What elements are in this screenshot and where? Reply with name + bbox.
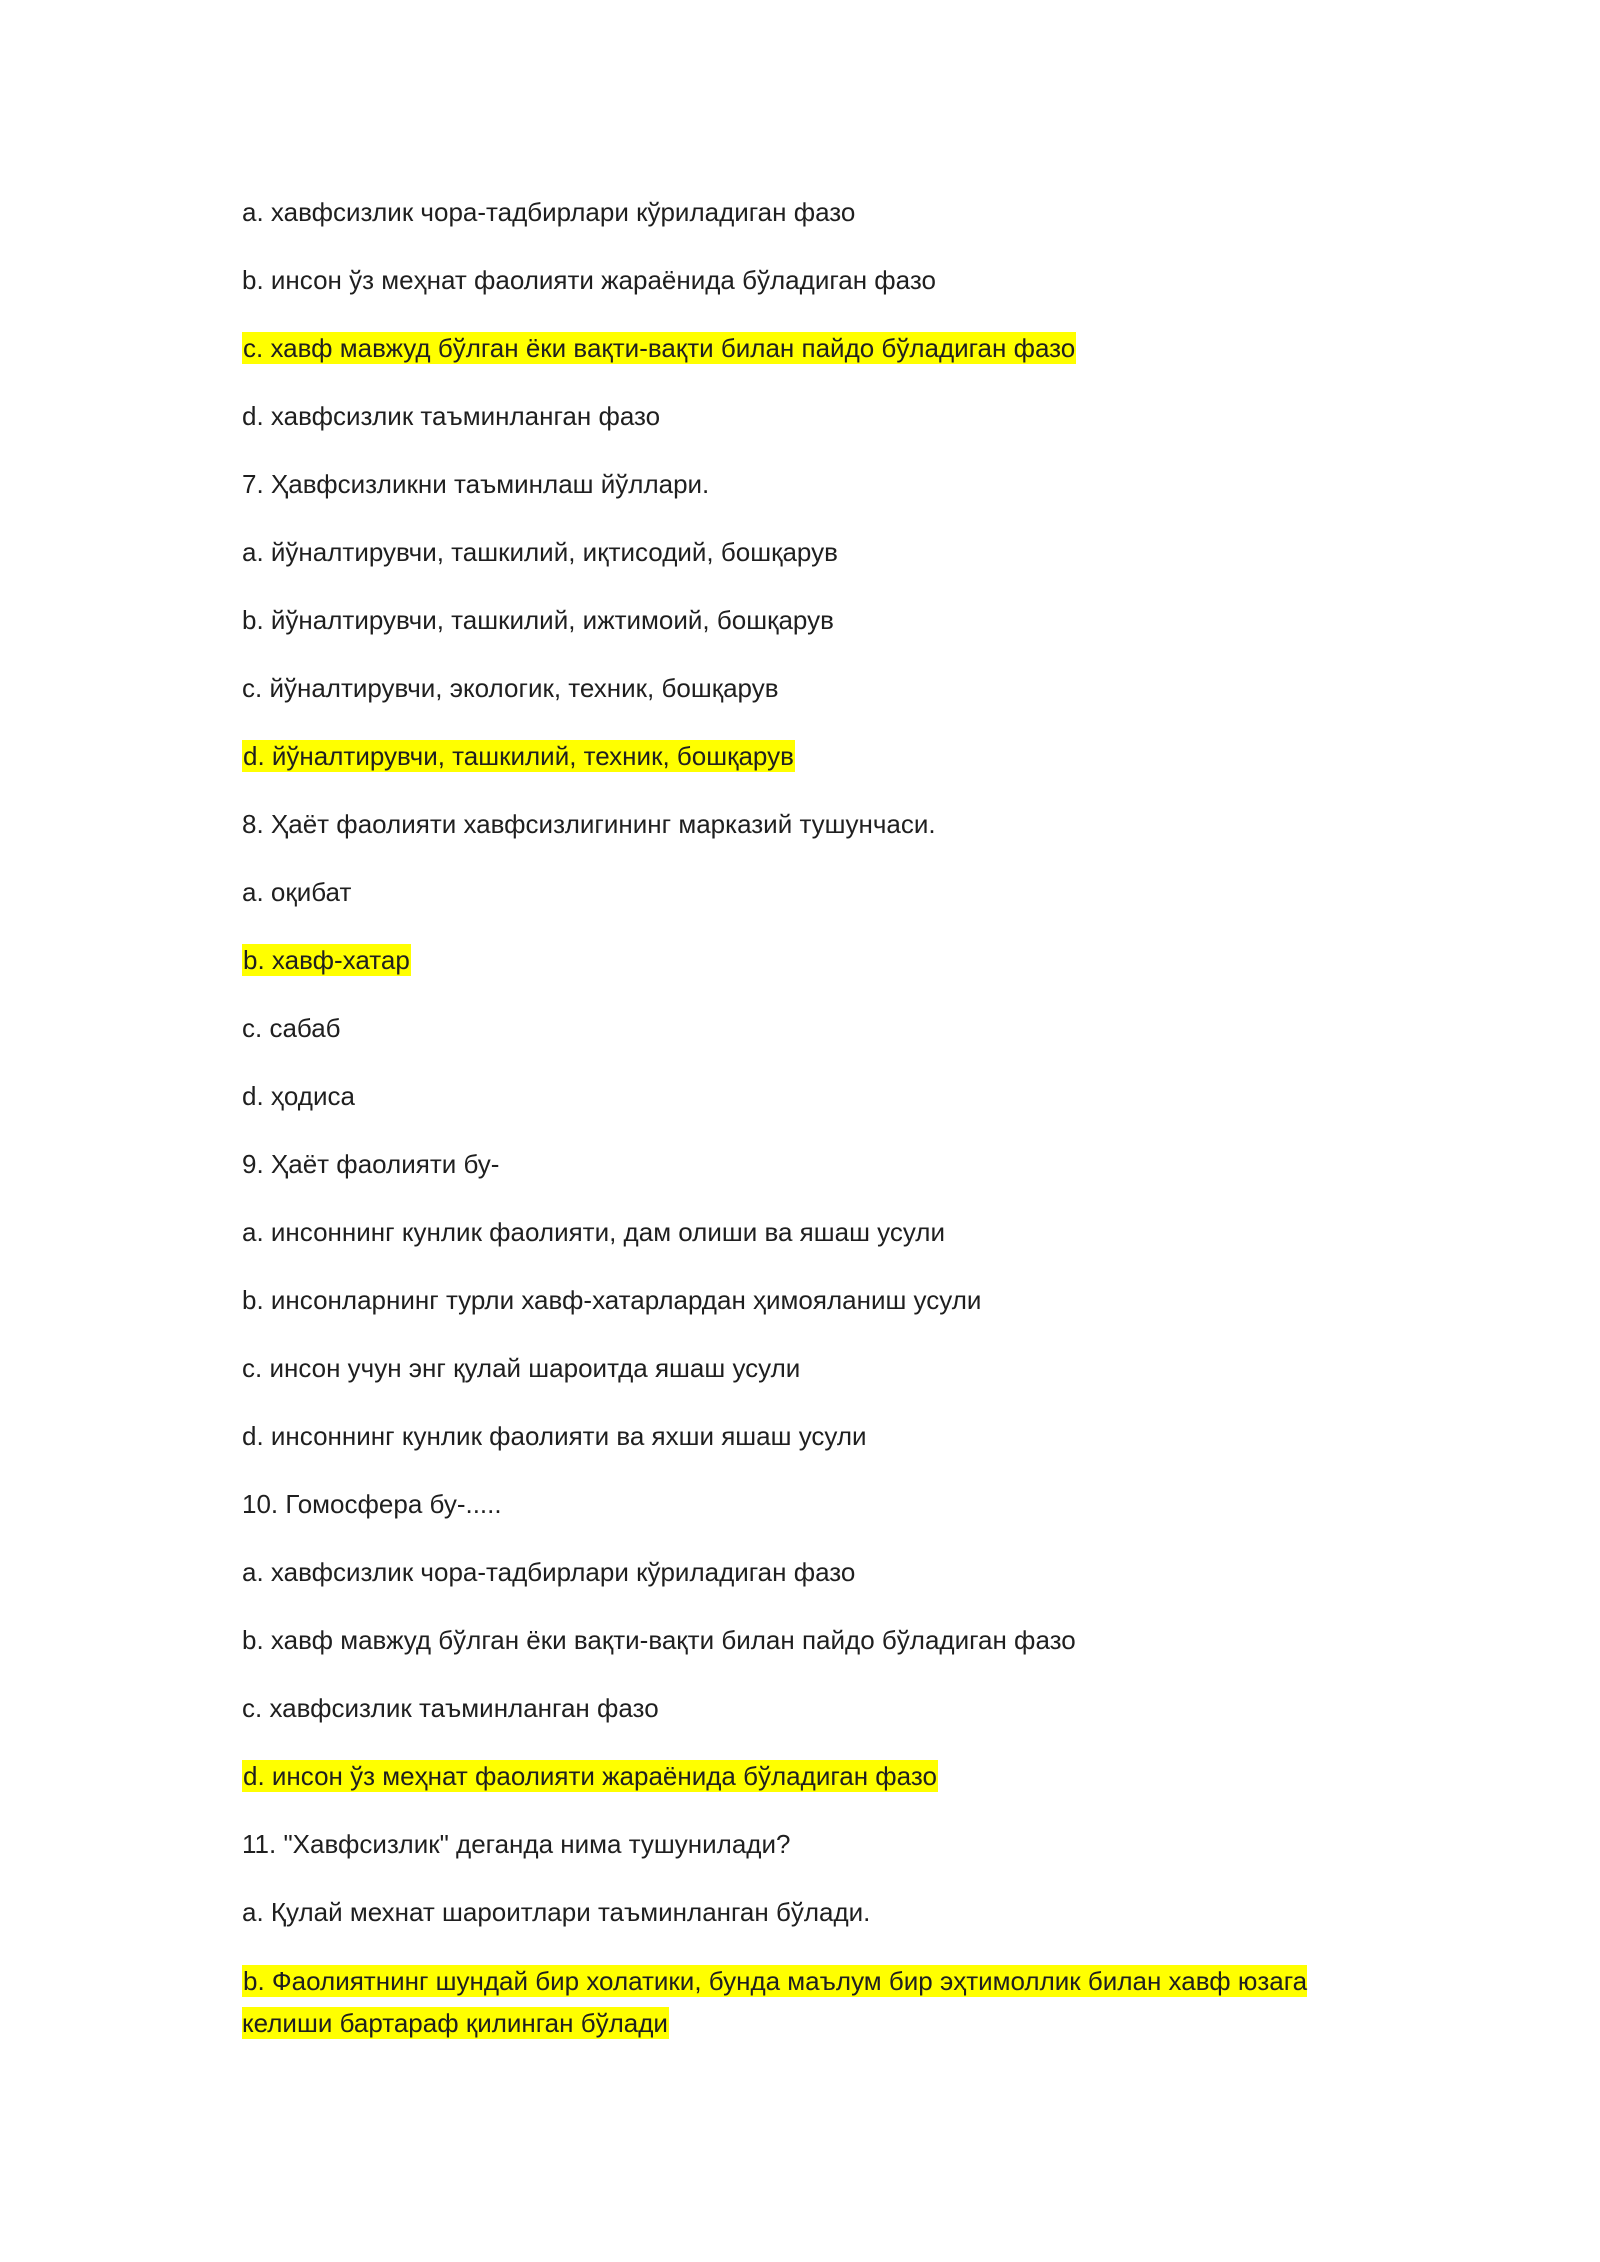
- answer-option-d: d. инсоннинг кунлик фаолияти ва яхши яшаш усули: [242, 1421, 867, 1451]
- question-10: 10. Гомосфера бу-.....: [242, 1489, 502, 1519]
- answer-option-a: a. инсоннинг кунлик фаолияти, дам олиши ва яшаш усули: [242, 1217, 945, 1247]
- answer-option-c: c. йўналтирувчи, экологик, техник, бошқарув: [242, 673, 779, 703]
- question-11: 11. "Хавфсизлик" деганда нима тушунилади?: [242, 1829, 791, 1859]
- highlighted-answer: c. хавф мавжуд бўлган ёки вақти-вақти билан пайдо бўладиган фазо: [243, 333, 1076, 363]
- document-content: [242, 192, 1382, 2072]
- highlighted-answer: b. хавф-хатар: [243, 945, 410, 975]
- answer-option-d: d. ҳодиса: [242, 1081, 355, 1111]
- answer-option-c: c. хавфсизлик таъминланган фазо: [242, 1693, 659, 1723]
- answer-option-b-correct: [242, 940, 1382, 980]
- answer-option-d-correct: [242, 736, 1382, 776]
- highlighted-answer: b. Фаолиятнинг шундай бир холатики, бунда маълум бир эҳтимоллик билан хавф юзага келиши бартараф қилинган бўлади: [242, 1966, 1308, 2038]
- highlighted-answer: d. йўналтирувчи, ташкилий, техник, бошқарув: [243, 741, 794, 771]
- answer-option-b: b. инсон ўз меҳнат фаолияти жараёнида бўладиган фазо: [242, 265, 936, 295]
- answer-option-c: c. сабаб: [242, 1013, 341, 1043]
- question-9: 9. Ҳаёт фаолияти бу-: [242, 1149, 500, 1179]
- question-8: 8. Ҳаёт фаолияти хавфсизлигининг марказий тушунчаси.: [242, 809, 936, 839]
- answer-option-a: a. оқибат: [242, 877, 352, 907]
- answer-option-c-correct: [242, 328, 1382, 368]
- answer-option-d: d. хавфсизлик таъминланган фазо: [242, 401, 661, 431]
- answer-option-b: b. йўналтирувчи, ташкилий, ижтимоий, бошқарув: [242, 605, 834, 635]
- answer-option-a: a. хавфсизлик чора-тадбирлари кўриладиган фазо: [242, 197, 856, 227]
- answer-option-b: b. инсонларнинг турли хавф-хатарлардан ҳимояланиш усули: [242, 1285, 982, 1315]
- answer-option-b-correct: [242, 1960, 1382, 2044]
- answer-option-a: a. Қулай мехнат шароитлари таъминланган бўлади.: [242, 1897, 871, 1927]
- highlighted-answer: d. инсон ўз меҳнат фаолияти жараёнида бўладиган фазо: [243, 1761, 937, 1791]
- answer-option-b: b. хавф мавжуд бўлган ёки вақти-вақти билан пайдо бўладиган фазо: [242, 1625, 1076, 1655]
- question-7: 7. Ҳавфсизликни таъминлаш йўллари.: [242, 469, 710, 499]
- answer-option-c: c. инсон учун энг қулай шароитда яшаш усули: [242, 1353, 801, 1383]
- answer-option-a: a. йўналтирувчи, ташкилий, иқтисодий, бошқарув: [242, 537, 838, 567]
- answer-option-a: a. хавфсизлик чора-тадбирлари кўриладиган фазо: [242, 1557, 856, 1587]
- answer-option-d-correct: [242, 1756, 1382, 1796]
